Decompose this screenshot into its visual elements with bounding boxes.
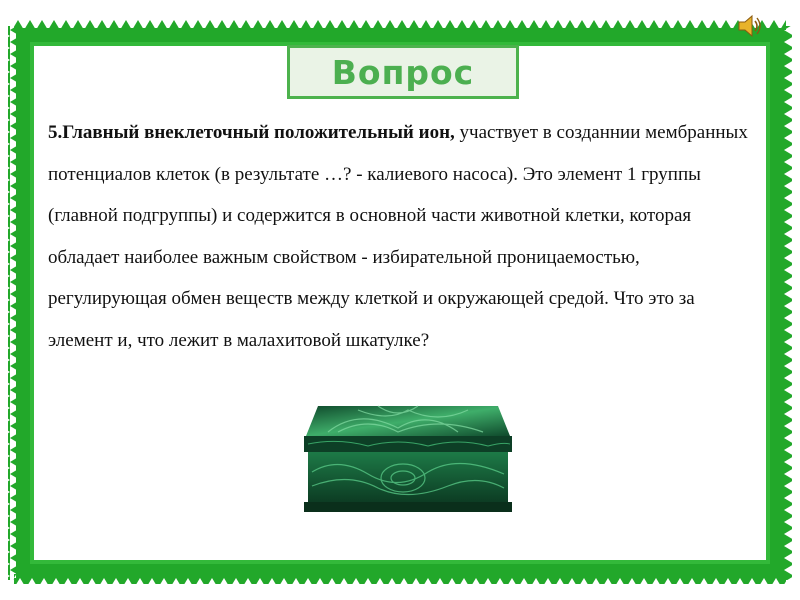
malachite-box (298, 402, 518, 514)
question-body: участвует в созданнии мембранных потенциалов клеток (в результате …? - калиевого насоса). Это элемент 1 группы (главной подгруппы) и содержится в основной части животной клетки, которая обладает наиболее важным свойством - избирательной проницаемостью, регулирующая обмен веществ между клеткой и окружающей средой. Что это за элемент и, что лежит в малахитовой шкатулке? (48, 122, 748, 351)
title-box (287, 45, 519, 99)
question-bold: 5.Главный внеклеточный положительный ион, (48, 122, 455, 143)
question-text (48, 112, 748, 361)
slide-title: Вопрос (331, 52, 475, 92)
speaker-icon[interactable] (737, 14, 763, 38)
